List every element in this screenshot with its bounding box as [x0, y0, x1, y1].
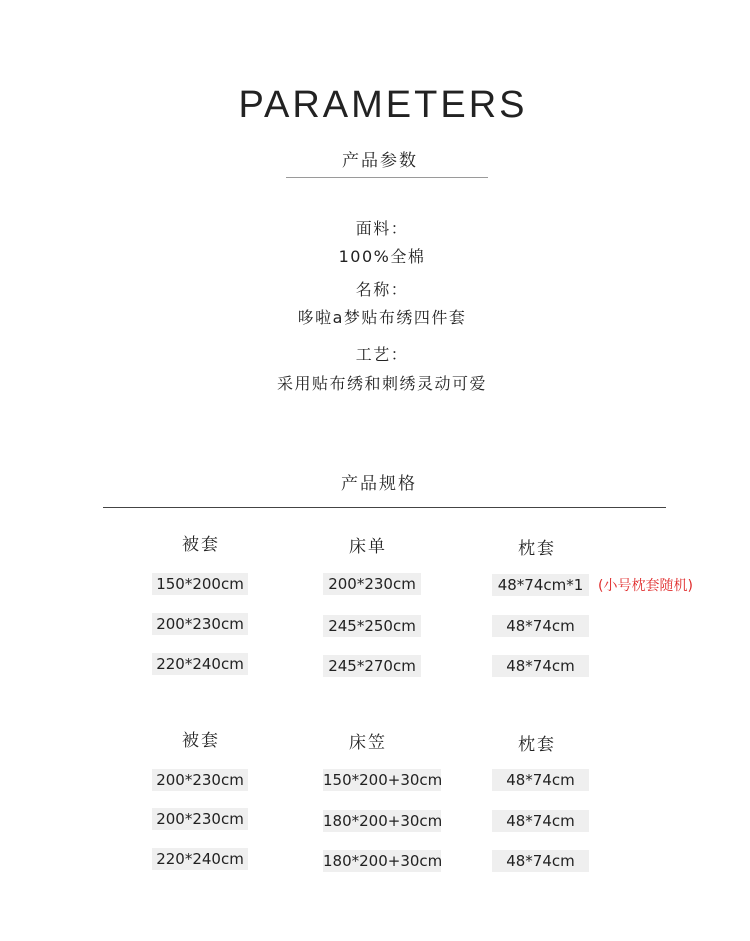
- page-subtitle: 产品参数: [342, 151, 418, 171]
- table2-cell: 200*230cm: [152, 808, 248, 830]
- table2-cell: 48*74cm: [492, 850, 589, 872]
- table1-cell: 245*270cm: [323, 655, 421, 677]
- table2-header-fitted-sheet: 床笠: [349, 733, 387, 753]
- table1-cell: 220*240cm: [152, 653, 248, 675]
- table2-cell: 200*230cm: [152, 769, 248, 791]
- spec-section-title: 产品规格: [341, 474, 417, 494]
- table2-header-duvet: 被套: [182, 731, 220, 751]
- table1-cell: 200*230cm: [152, 613, 248, 635]
- table1-cell: 245*250cm: [323, 615, 421, 637]
- table1-cell: 48*74cm*1: [492, 574, 589, 596]
- craft-value: 采用贴布绣和刺绣灵动可爱: [276, 374, 487, 393]
- table1-cell: 200*230cm: [323, 573, 421, 595]
- table2-cell: 180*200+30cm: [323, 812, 443, 830]
- table2-cell: 220*240cm: [152, 848, 248, 870]
- table1-header-duvet: 被套: [182, 535, 220, 555]
- table2-cell: 48*74cm: [492, 769, 589, 791]
- fabric-label: 面料：: [355, 219, 409, 238]
- small-pillowcase-note: (小号枕套随机): [598, 578, 693, 594]
- spec-divider: [103, 507, 666, 508]
- name-label: 名称：: [355, 280, 409, 299]
- table2-header-pillowcase: 枕套: [518, 735, 556, 755]
- table1-cell: 48*74cm: [492, 615, 589, 637]
- name-value: 哆啦a梦贴布绣四件套: [297, 308, 467, 327]
- table2-cell: 180*200+30cm: [323, 852, 443, 870]
- table1-header-sheet: 床单: [349, 537, 387, 557]
- title-divider: [286, 177, 488, 178]
- table1-cell: 48*74cm: [492, 655, 589, 677]
- fabric-value: 100%全棉: [338, 247, 426, 266]
- table2-cell: 48*74cm: [492, 810, 589, 832]
- table2-cell: 150*200+30cm: [323, 771, 443, 789]
- page-title: PARAMETERS: [238, 84, 528, 126]
- table1-header-pillowcase: 枕套: [518, 539, 556, 559]
- table1-cell: 150*200cm: [152, 573, 248, 595]
- craft-label: 工艺：: [355, 345, 409, 364]
